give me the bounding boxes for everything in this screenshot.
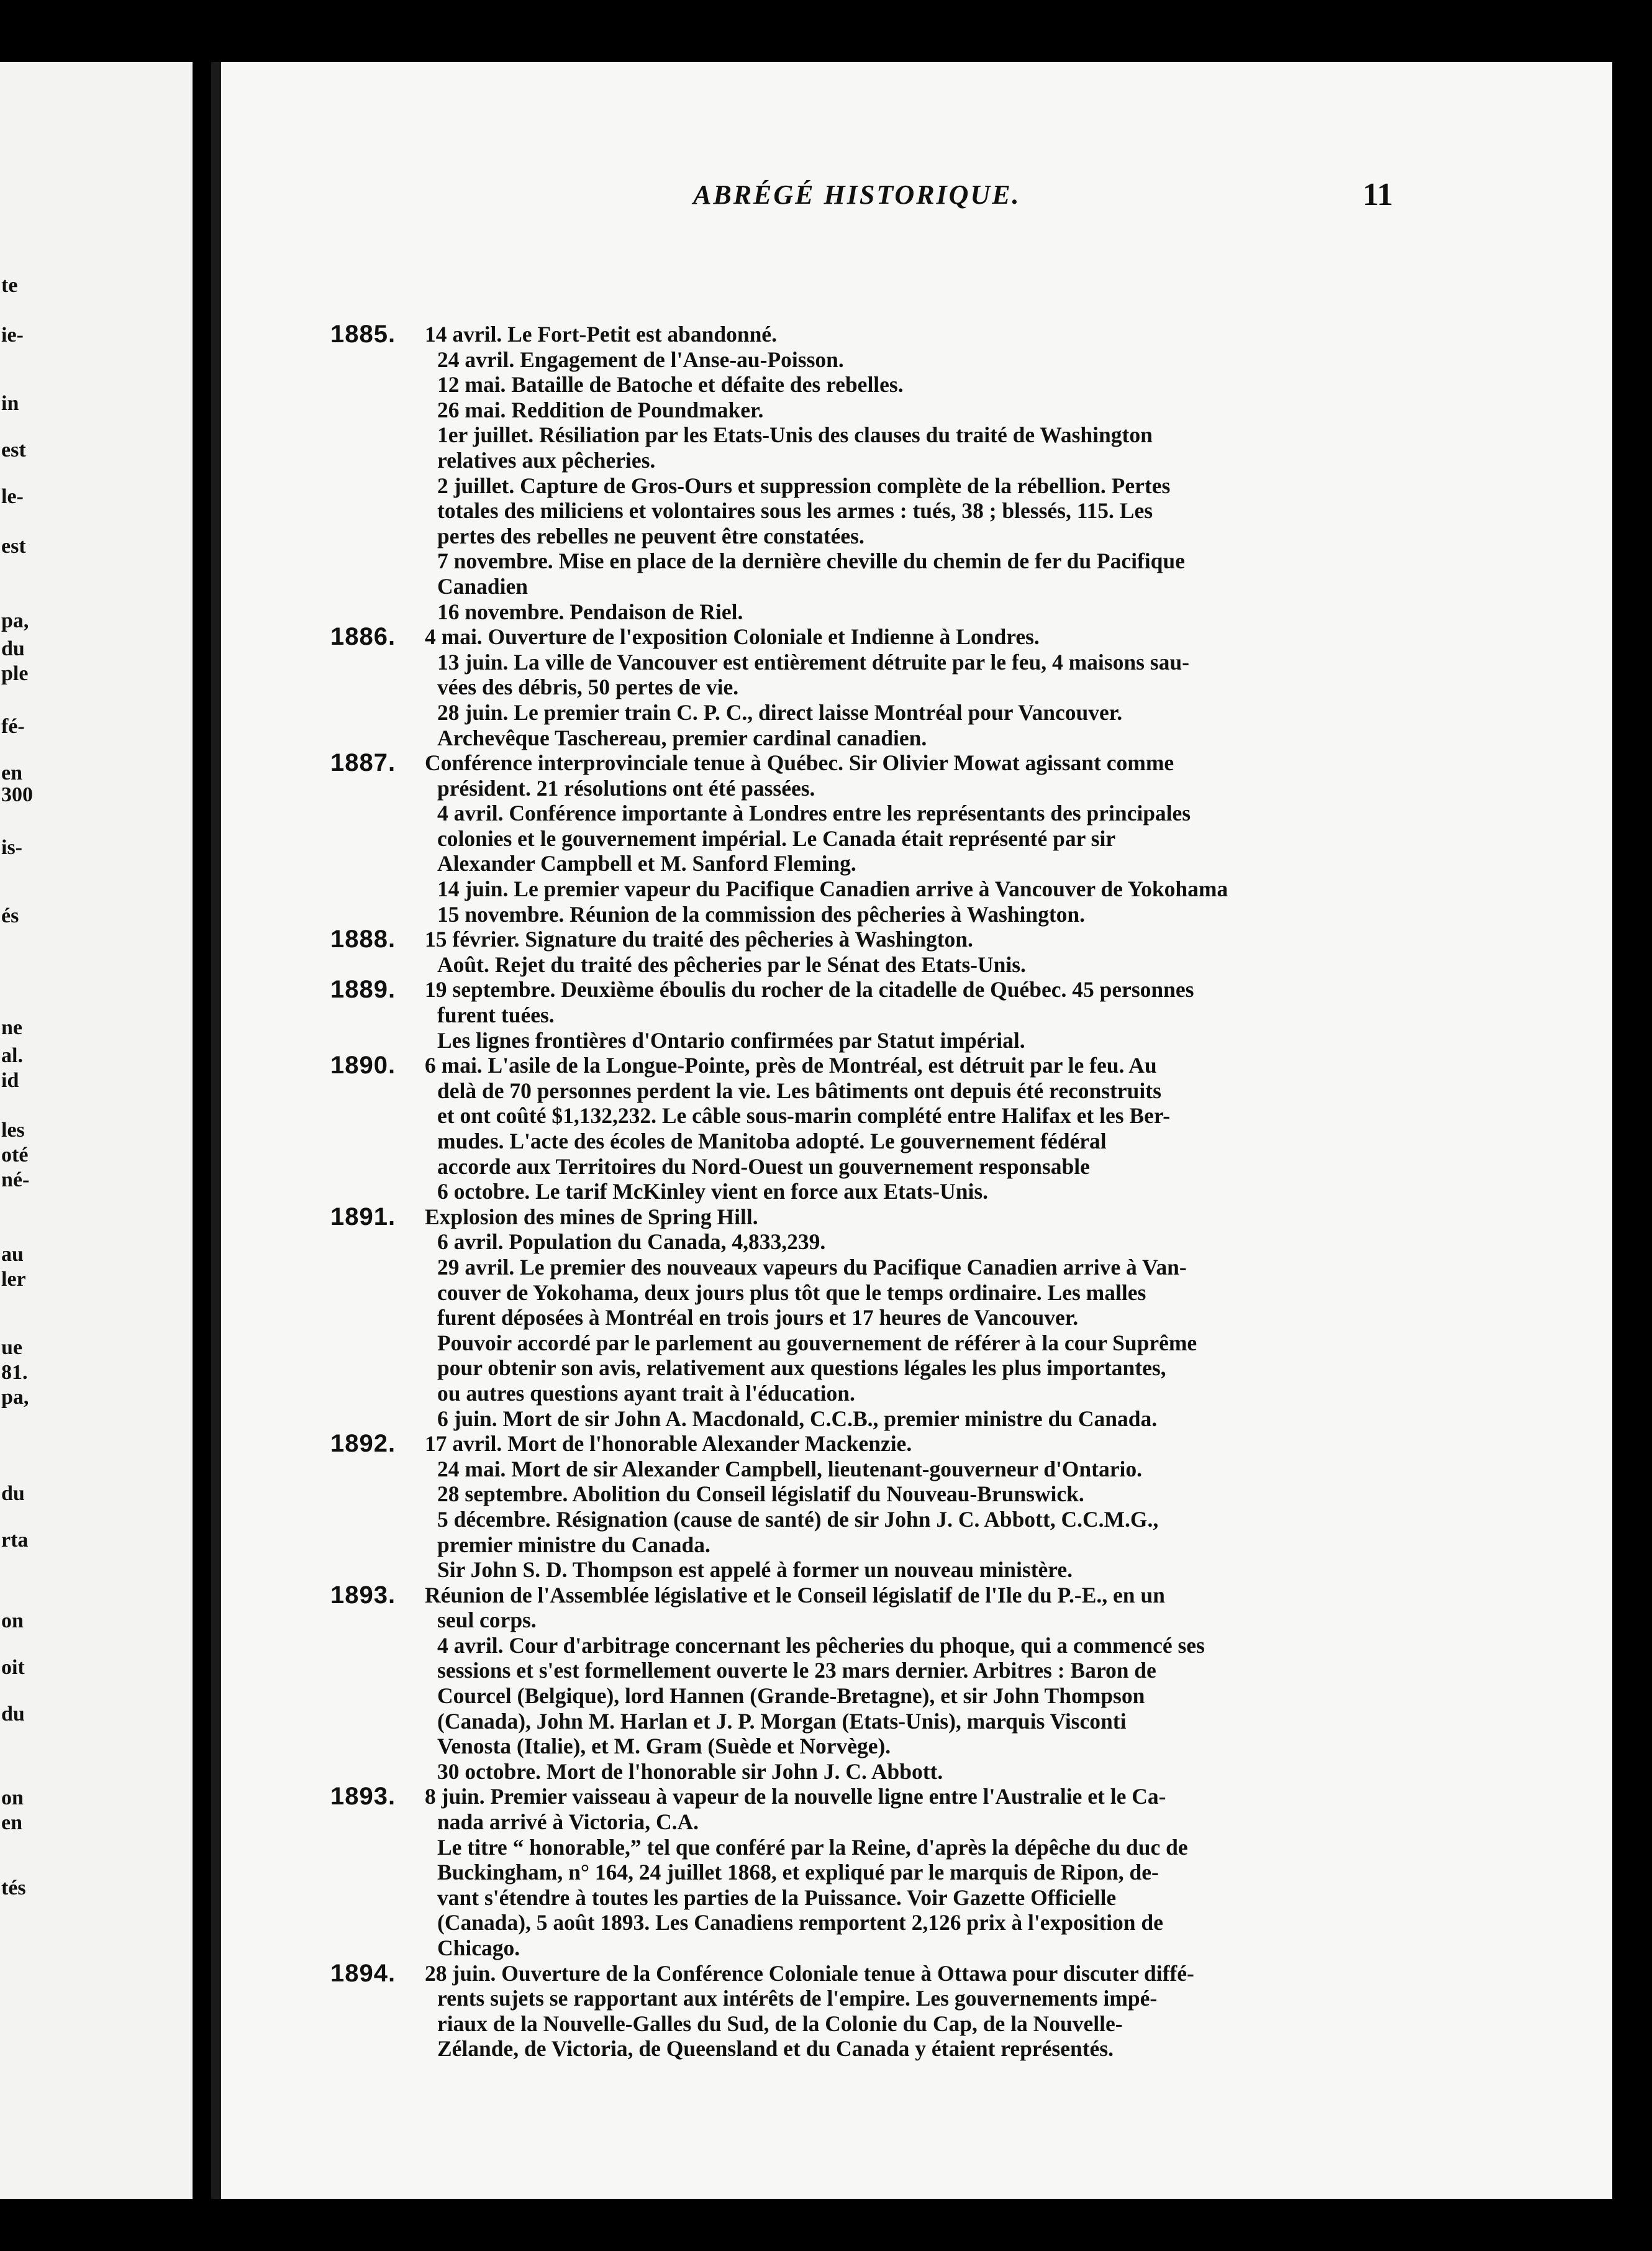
left-page-fragment: pa, [1,1386,29,1409]
left-page-fragment: 300 [1,783,33,806]
left-page-fragment: le- [1,485,24,508]
entry-line: rents sujets se rapportant aux intérêts de l'empire. Les gouvernements impé- [437,1986,1158,2011]
left-page-fragment: pa, [1,609,29,632]
year-entry [332,1204,1630,1431]
entry-line: 24 mai. Mort de sir Alexander Campbell, lieutenant-gouverneur d'Ontario. [437,1456,1142,1481]
left-page-fragment: on [1,1786,24,1809]
entry-line: Chicago. [437,1935,520,1960]
entry-year: 1886. [330,623,396,651]
book-page [221,62,1612,2199]
entry-line: (Canada), John M. Harlan et J. P. Morgan (Etats-Unis), marquis Visconti [437,1708,1127,1734]
left-page-fragment: ler [1,1268,26,1291]
entry-line: 28 juin. Ouverture de la Conférence Coloniale tenue à Ottawa pour discuter diffé- [425,1960,1194,1986]
entry-line: vées des débris, 50 pertes de vie. [437,675,739,700]
entry-line: 13 juin. La ville de Vancouver est entièrement détruite par le feu, 4 maisons sau- [437,649,1189,675]
entry-line: 12 mai. Bataille de Batoche et défaite des rebelles. [437,372,904,398]
left-page-fragment: fé- [1,715,25,738]
entry-line: 24 avril. Engagement de l'Anse-au-Poisson. [437,347,844,372]
year-entry [332,322,1630,624]
entry-line: 30 octobre. Mort de l'honorable sir John J. C. Abbott. [437,1758,943,1784]
left-page-fragment: né- [1,1168,30,1191]
left-page-fragment: in [1,392,19,415]
entry-year: 1893. [330,1783,396,1811]
entry-year: 1890. [330,1052,396,1080]
year-entry [332,1784,1630,1960]
entry-line: 8 juin. Premier vaisseau à vapeur de la nouvelle ligne entre l'Australie et le Ca- [425,1784,1166,1809]
year-entry [332,750,1630,927]
entry-line: Conférence interprovinciale tenue à Québec. Sir Olivier Mowat agissant comme [425,750,1174,776]
page-number: 11 [1363,177,1394,212]
entry-year: 1888. [330,925,396,953]
left-page-fragment: id [1,1069,19,1092]
year-entry [332,977,1630,1053]
entry-line: Canadien [437,573,528,599]
entry-line: Les lignes frontières d'Ontario confirmées par Statut impérial. [437,1027,1025,1053]
left-page-fragment: au [1,1243,24,1266]
entry-line: Courcel (Belgique), lord Hannen (Grande-Bretagne), et sir John Thompson [437,1683,1145,1709]
entry-line: 2 juillet. Capture de Gros-Ours et suppression complète de la rébellion. Pertes [437,473,1171,498]
left-page-fragment: ue [1,1336,22,1359]
entry-line: 28 juin. Le premier train C. P. C., direct laisse Montréal pour Vancouver. [437,699,1123,725]
entry-line: 14 avril. Le Fort-Petit est abandonné. [425,322,777,347]
left-page-fragment: on [1,1609,24,1632]
entry-line: 4 avril. Conférence importante à Londres entre les représentants des principales [437,801,1191,826]
entry-line: relatives aux pêcheries. [437,447,656,473]
entry-year: 1889. [330,976,396,1004]
left-page-fragment: oté [1,1144,29,1166]
entry-year: 1891. [330,1203,396,1230]
entry-line: Archevêque Taschereau, premier cardinal canadien. [437,725,927,750]
entry-year: 1894. [330,1959,396,1987]
entry-line: Août. Rejet du traité des pêcheries par le Sénat des Etats-Unis. [437,952,1026,977]
entry-line: premier ministre du Canada. [437,1532,710,1557]
entry-line: Réunion de l'Assemblée législative et le Conseil législatif de l'Ile du P.-E., en un [425,1582,1165,1608]
entry-line: Buckingham, n° 164, 24 juillet 1868, et expliqué par le marquis de Ripon, de- [437,1860,1159,1885]
entry-line: 5 décembre. Résignation (cause de santé) de sir John J. C. Abbott, C.C.M.G., [437,1506,1159,1532]
left-page-fragment: te [1,274,18,297]
left-page-fragment: al. [1,1044,23,1067]
entry-line: Le titre “ honorable,” tel que conféré par la Reine, d'après la dépêche du duc de [437,1834,1188,1860]
entry-line: 19 septembre. Deuxième éboulis du rocher de la citadelle de Québec. 45 personnes [425,977,1194,1003]
left-page-fragment: en [1,762,22,784]
entry-line: 6 avril. Population du Canada, 4,833,239. [437,1229,826,1255]
entry-line: vant s'étendre à toutes les parties de la Puissance. Voir Gazette Officielle [437,1885,1117,1910]
left-page-fragment: du [1,1703,25,1726]
entry-line: 6 octobre. Le tarif McKinley vient en force aux Etats-Unis. [437,1179,989,1204]
entry-line: 7 novembre. Mise en place de la dernière cheville du chemin de fer du Pacifique [437,548,1185,574]
left-page-fragment: ne [1,1016,22,1039]
entry-line: Sir John S. D. Thompson est appelé à former un nouveau ministère. [437,1557,1073,1583]
entry-line: furent déposées à Montréal en trois jours et 17 heures de Vancouver. [437,1305,1079,1330]
entry-line: 29 avril. Le premier des nouveaux vapeurs du Pacifique Canadien arrive à Van- [437,1254,1187,1280]
entry-line: 16 novembre. Pendaison de Riel. [437,599,743,624]
left-page-fragment: 81. [1,1361,28,1384]
left-page-fragment: rta [1,1529,29,1552]
entry-line: sessions et s'est formellement ouverte le 23 mars dernier. Arbitres : Baron de [437,1658,1156,1683]
entry-line: 6 mai. L'asile de la Longue-Pointe, près de Montréal, est détruit par le feu. Au [425,1053,1157,1078]
entry-line: 28 septembre. Abolition du Conseil législatif du Nouveau-Brunswick. [437,1481,1084,1507]
left-page-fragment: est [1,535,26,558]
entry-line: Pouvoir accordé par le parlement au gouvernement de référer à la cour Suprême [437,1330,1197,1355]
entry-line: couver de Yokohama, deux jours plus tôt que le temps ordinaire. Les malles [437,1280,1146,1305]
entry-line: (Canada), 5 août 1893. Les Canadiens remportent 2,126 prix à l'exposition de [437,1910,1163,1935]
left-page-fragment: tés [1,1876,26,1899]
year-entry [332,1961,1630,2062]
running-title: ABRÉGÉ HISTORIQUE. [693,180,1021,210]
entry-line: accorde aux Territoires du Nord-Ouest un gouvernement responsable [437,1153,1090,1179]
entry-line: 26 mai. Reddition de Poundmaker. [437,397,764,422]
left-page-fragment: les [1,1119,25,1142]
left-page-fragment: en [1,1811,22,1834]
entry-line: 1er juillet. Résiliation par les Etats-Unis des clauses du traité de Washington [437,422,1153,448]
year-entry [332,1583,1630,1785]
entry-line: nada arrivé à Victoria, C.A. [437,1809,699,1835]
entry-line: pertes des rebelles ne peuvent être constatées. [437,523,865,548]
entry-line: Alexander Campbell et M. Sanford Fleming. [437,851,856,876]
entry-line: delà de 70 personnes perdent la vie. Les bâtiments ont depuis été reconstruits [437,1078,1161,1103]
year-entry [332,927,1630,977]
entry-line: Explosion des mines de Spring Hill. [425,1204,758,1229]
entry-line: riaux de la Nouvelle-Galles du Sud, de la Colonie du Cap, de la Nouvelle- [437,2011,1123,2036]
entry-line: 4 avril. Cour d'arbitrage concernant les pêcheries du phoque, qui a commencé ses [437,1632,1205,1658]
left-page-fragment: du [1,637,25,660]
entry-line: Zélande, de Victoria, de Queensland et du Canada y étaient représentés. [437,2036,1114,2062]
entry-line: 6 juin. Mort de sir John A. Macdonald, C.C.B., premier ministre du Canada. [437,1406,1158,1431]
entry-line: et ont coûté $1,132,232. Le câble sous-marin complété entre Halifax et les Ber- [437,1103,1171,1129]
left-page-fragment: is- [1,836,22,859]
entry-year: 1892. [330,1430,396,1458]
page-gutter [211,62,221,2199]
entry-line: 14 juin. Le premier vapeur du Pacifique Canadien arrive à Vancouver de Yokohama [437,876,1228,902]
left-page-fragment: ple [1,662,29,685]
entry-line: 4 mai. Ouverture de l'exposition Coloniale et Indienne à Londres. [425,624,1040,650]
entry-line: 15 février. Signature du traité des pêcheries à Washington. [425,927,973,952]
year-entry [332,624,1630,750]
entry-line: ou autres questions ayant trait à l'éducation. [437,1380,855,1406]
entry-line: mudes. L'acte des écoles de Manitoba adopté. Le gouvernement fédéral [437,1129,1107,1153]
entry-year: 1885. [330,321,396,348]
entry-line: furent tuées. [437,1003,555,1028]
entry-year: 1887. [330,749,396,777]
year-entry [332,1053,1630,1204]
entry-line: totales des miliciens et volontaires sous les armes : tués, 38 ; blessés, 115. Les [437,498,1153,524]
entry-line: 15 novembre. Réunion de la commission des pêcheries à Washington. [437,901,1086,927]
entry-year: 1893. [330,1581,396,1609]
entry-line: 17 avril. Mort de l'honorable Alexander Mackenzie. [425,1431,912,1457]
left-page-fragment: ie- [1,324,24,347]
year-entry [332,1431,1630,1583]
left-page-fragment: est [1,439,26,462]
entry-line: seul corps. [437,1608,537,1633]
entry-line: colonies et le gouvernement impérial. Le Canada était représenté par sir [437,825,1116,851]
left-page-fragment: oit [1,1656,25,1679]
right-scan-border [1612,62,1652,2199]
entry-line: Venosta (Italie), et M. Gram (Suède et Norvège). [437,1734,891,1759]
entry-line: président. 21 résolutions ont été passées. [437,775,815,801]
left-page-fragment: du [1,1482,25,1505]
left-page-fragment: és [1,904,19,927]
entry-line: pour obtenir son avis, relativement aux questions légales les plus importantes, [437,1355,1166,1381]
chronology-list [332,322,1630,2062]
left-page-margin [0,62,193,2199]
